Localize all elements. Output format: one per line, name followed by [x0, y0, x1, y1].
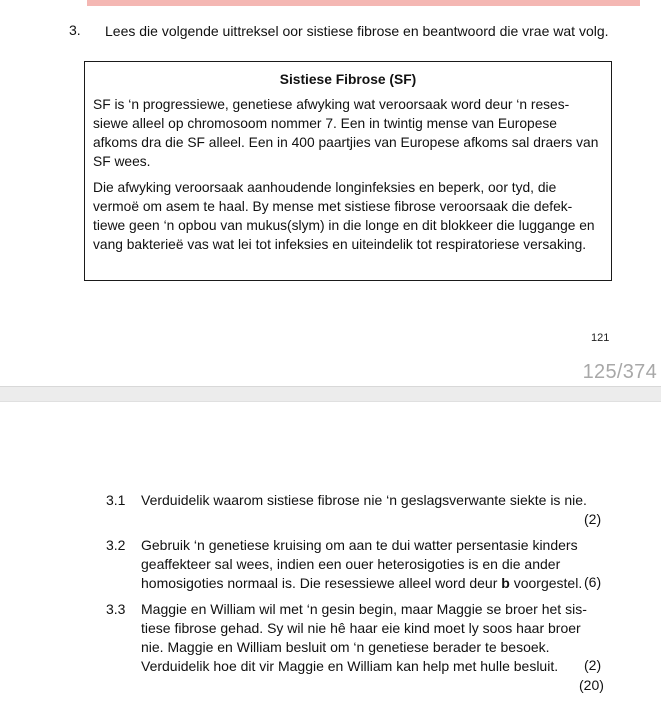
subquestion-text-part: voorgestel. — [509, 575, 583, 591]
subquestion-text-part: Gebruik ‘n genetiese kruising om aan te dui watter persentasie kinders geaffekteer sal wees, indien een ouer heterosigoties is en die ander homosigoties normaal is. Die resessiewe alleel word deur — [141, 537, 578, 591]
extract-paragraph-2: Die afwyking veroorsaak aanhoudende longinfeksies en beperk, oor tyd, die vermoë om asem te haal. By mense met sistiese fibrose veroorsaak die defek-tiewe geen ‘n opbou van mukus(slym) in die longe en dit blokkeer die luggange en vang bakterieë vas wat lei tot infeksies en uiteindelik tot respiratoriese versaking. — [93, 180, 595, 252]
page-number: 121 — [591, 332, 610, 344]
extract-box — [84, 61, 612, 281]
subquestion-number: 3.2 — [106, 537, 126, 553]
page-indicator: 125/374 — [582, 361, 657, 383]
subquestion-3-1 — [106, 491, 626, 510]
extract-title: Sistiese Fibrose (SF) — [279, 72, 417, 87]
highlight-strip — [87, 0, 640, 6]
marks-3-3: (2) — [584, 657, 602, 673]
marks-3-1: (2) — [584, 511, 602, 527]
subquestion-text: Maggie en William wil met ‘n gesin begin, maar Maggie se broer het sis-tiese fibrose gehad. Sy wil nie hê haar eie kind moet ly soos haar broer nie. Maggie en William besluit om ‘n genetiese berader te besoek. Verduidelik hoe dit vir Maggie en William kan help met hulle besluit. — [141, 601, 587, 674]
question-intro: Lees die volgende uittreksel oor sistiese fibrose en beantwoord die vrae wat volg. — [105, 23, 609, 39]
subquestion-3-2 — [106, 536, 626, 593]
subquestion-number: 3.1 — [106, 492, 126, 508]
allele-symbol: b — [501, 575, 510, 591]
subquestion-3-3 — [106, 600, 626, 676]
marks-3-2: (6) — [584, 574, 602, 590]
subquestion-text: Verduidelik waarom sistiese fibrose nie ‘n geslagsverwante siekte is nie. — [141, 492, 587, 508]
page-separator — [0, 386, 661, 402]
total-marks: (20) — [579, 677, 604, 693]
question-number: 3. — [69, 22, 81, 38]
subquestion-number: 3.3 — [106, 601, 126, 617]
subquestion-text — [141, 536, 589, 593]
extract-paragraph-1: SF is ‘n progressiewe, genetiese afwyking wat veroorsaak word deur ‘n reses-siewe alleel op chromosoom nommer 7. Een in twintig mense van Europese afkoms dra die SF alleel. Een in 400 paartjies van Europese afkoms sal draers van SF wees. — [93, 97, 599, 169]
